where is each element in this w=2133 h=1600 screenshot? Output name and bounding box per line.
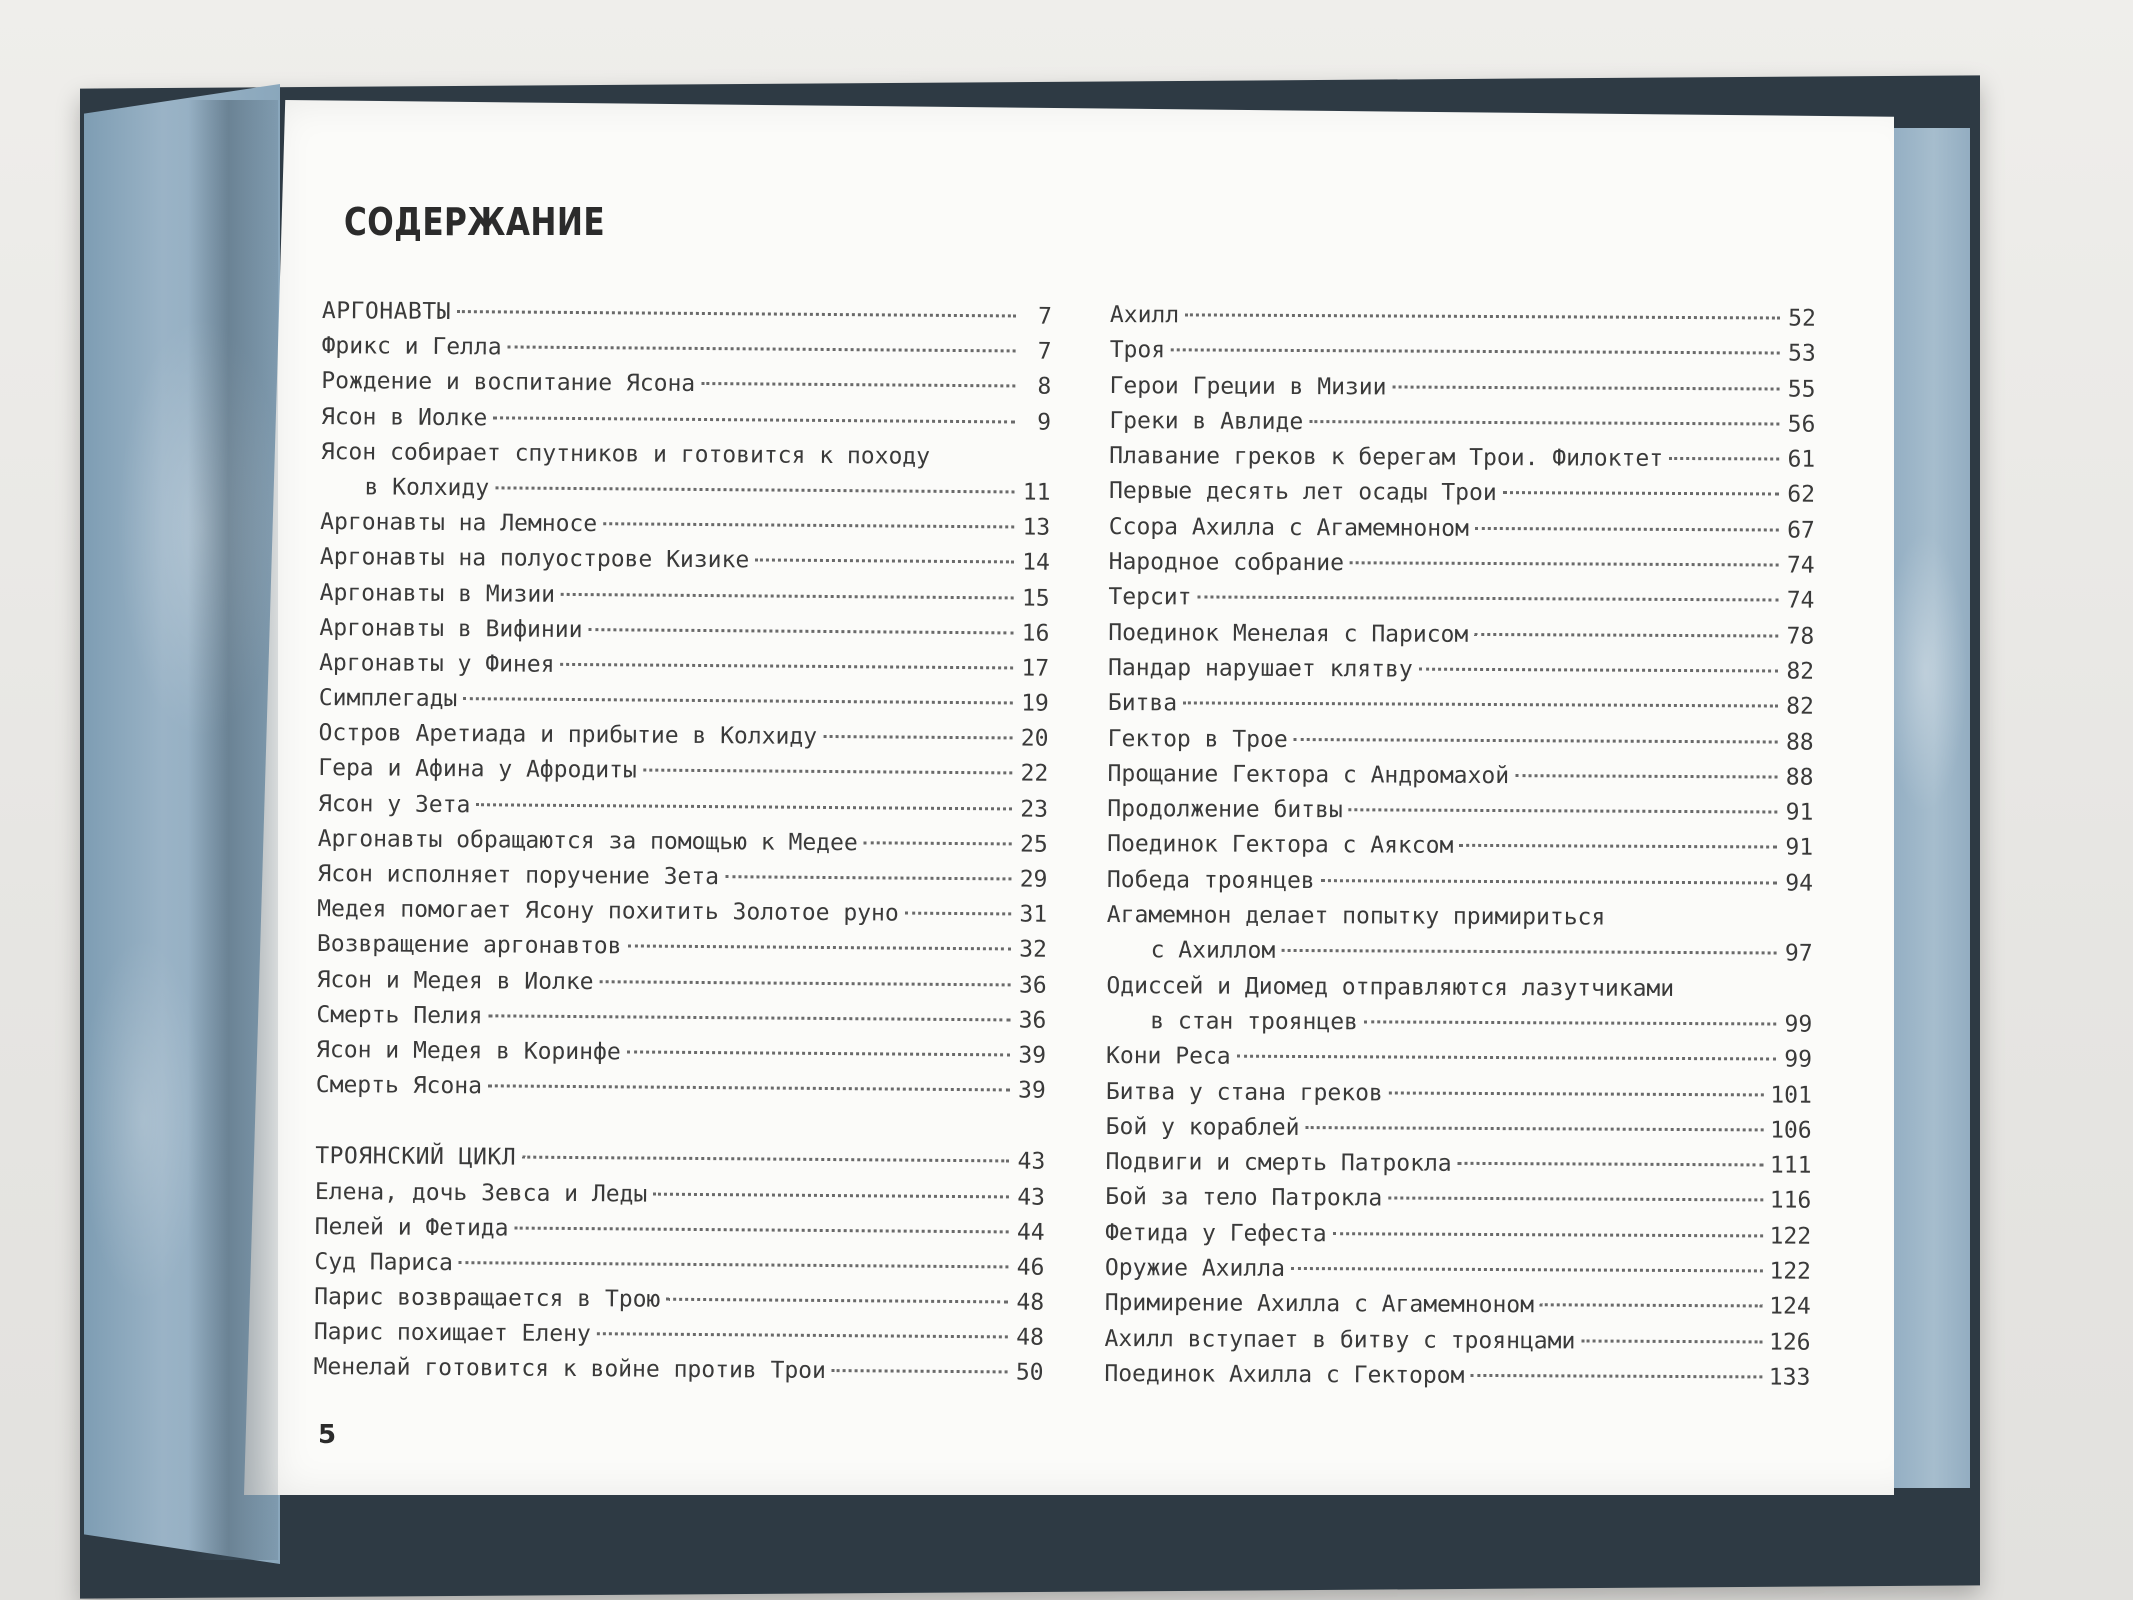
toc-entry <box>319 650 1049 691</box>
toc-entry <box>316 1072 1046 1113</box>
toc-entry-page: 48 <box>1016 1289 1045 1316</box>
toc-entry-page: 46 <box>1016 1254 1045 1281</box>
toc-entry-page: 55 <box>1787 376 1816 403</box>
toc-entry-label: АРГОНАВТЫ <box>321 298 452 326</box>
toc-entry-page: 62 <box>1787 482 1816 509</box>
toc-entry-label: Смерть Пелия <box>316 1001 483 1030</box>
toc-entry <box>321 368 1051 409</box>
spine-shadow <box>188 100 278 1560</box>
toc-entry-page: 19 <box>1021 690 1049 717</box>
toc-entry-label: Поединок Ахилла с Гектором <box>1104 1360 1465 1389</box>
dot-leader <box>701 382 1015 387</box>
toc-entry <box>319 615 1049 656</box>
toc-entry-label: Ахилл вступает в битву с троянцами <box>1104 1325 1576 1355</box>
toc-entry <box>318 826 1048 867</box>
toc-entry-page: 44 <box>1016 1219 1045 1246</box>
toc-entry <box>1106 973 1812 1012</box>
toc-entry <box>319 685 1049 726</box>
dot-leader <box>488 1084 1010 1091</box>
toc-entry-label: Агамемнон делает попытку примириться <box>1106 902 1606 931</box>
toc-entry-label: Медея помогает Ясону похитить Золотое руно <box>317 896 899 927</box>
toc-entry <box>1105 1184 1811 1223</box>
toc-left-column <box>313 298 1052 1395</box>
toc-entry <box>315 1178 1045 1219</box>
toc-entry-label: Терсит <box>1108 584 1192 611</box>
toc-entry-page: 20 <box>1020 725 1049 752</box>
toc-entry-label: Аргонавты на полуострове Кизике <box>319 544 750 574</box>
dot-leader <box>1183 702 1778 708</box>
toc-entry <box>316 1037 1046 1078</box>
toc-entry-label: Бой у кораблей <box>1105 1113 1300 1141</box>
dot-leader <box>1515 774 1777 778</box>
toc-entry <box>1105 1220 1811 1259</box>
dot-leader <box>561 663 1014 670</box>
toc-entry-label: в стан троянцев <box>1150 1008 1359 1036</box>
toc-entry-page: 56 <box>1787 411 1816 438</box>
toc-entry <box>313 1354 1043 1395</box>
dot-leader <box>597 1332 1008 1338</box>
toc-entry-page: 99 <box>1784 1011 1813 1038</box>
toc-entry <box>321 333 1051 374</box>
dot-leader <box>1540 1304 1763 1308</box>
toc-entry <box>316 967 1046 1008</box>
dot-leader <box>1364 1020 1776 1025</box>
toc-entry-label: Аргонавты на Лемносе <box>320 509 598 538</box>
toc-entry <box>1106 937 1812 976</box>
toc-entry <box>1107 831 1813 870</box>
dot-leader <box>1294 738 1778 744</box>
toc-entry-page: 43 <box>1017 1183 1046 1211</box>
toc-entry <box>320 579 1050 620</box>
toc-entry-page: 124 <box>1769 1293 1811 1320</box>
dot-leader <box>1333 1232 1764 1237</box>
dot-leader <box>832 1369 1008 1373</box>
toc-entry <box>320 509 1050 550</box>
toc-entry-page: 13 <box>1022 514 1051 541</box>
toc-entry-page: 14 <box>1022 549 1051 577</box>
toc-entry-label: ТРОЯНСКИЙ ЦИКЛ <box>315 1143 517 1171</box>
toc-entry <box>318 791 1048 832</box>
toc-entry-page: 82 <box>1786 658 1815 685</box>
dot-leader <box>1503 492 1779 496</box>
toc-entry-page: 67 <box>1787 517 1815 544</box>
dot-leader <box>1459 844 1777 849</box>
toc-entry-label: Греки в Авлиде <box>1109 407 1304 435</box>
dot-leader <box>1306 1126 1765 1131</box>
toc-entry-page: 111 <box>1769 1152 1812 1179</box>
toc-entry-label: Ссора Ахилла с Агамемноном <box>1108 513 1469 542</box>
toc-entry-label: Ясон исполняет поручение Зета <box>317 860 720 891</box>
toc-entry-page: 82 <box>1786 693 1814 720</box>
toc-entry-label: Фрикс и Гелла <box>321 333 502 361</box>
toc-entry-page: 7 <box>1037 338 1052 365</box>
toc-entry <box>314 1249 1044 1290</box>
toc-entry <box>1106 1043 1812 1082</box>
toc-entry-page: 25 <box>1019 831 1048 858</box>
dot-leader <box>725 875 1011 880</box>
toc-entry-page: 11 <box>1022 479 1051 506</box>
toc-entry-page: 9 <box>1037 409 1052 436</box>
dot-leader <box>515 1226 1009 1233</box>
dot-leader <box>561 592 1014 599</box>
toc-entry <box>317 861 1047 902</box>
toc-entry <box>1109 478 1815 517</box>
toc-entry-page: 36 <box>1018 1007 1047 1034</box>
toc-entry-label: Битва <box>1107 690 1178 717</box>
toc-entry <box>317 896 1047 937</box>
toc-entry-page: 23 <box>1020 796 1049 823</box>
toc-entry <box>1105 1290 1811 1329</box>
toc-entry-page: 122 <box>1769 1223 1812 1250</box>
toc-entry-page: 43 <box>1017 1148 1046 1176</box>
toc-entry <box>1107 867 1813 906</box>
dot-leader <box>1581 1339 1763 1343</box>
dot-leader <box>1237 1055 1776 1061</box>
toc-entry <box>1106 1079 1812 1118</box>
dot-leader <box>600 980 1011 986</box>
toc-entry <box>318 755 1048 796</box>
toc-entry <box>1108 655 1814 694</box>
dot-leader <box>1669 457 1779 461</box>
toc-entry-page: 39 <box>1017 1077 1046 1104</box>
toc-entry-page: 50 <box>1015 1359 1044 1387</box>
toc-section-entry <box>322 298 1052 339</box>
toc-entry <box>1108 726 1814 765</box>
toc-entry-label: Плавание греков к берегам Трои. Филоктет <box>1109 443 1664 473</box>
toc-entry <box>1110 302 1816 341</box>
dot-leader <box>457 310 1016 317</box>
toc-entry-page: 97 <box>1784 940 1813 968</box>
dot-leader <box>1389 1091 1765 1096</box>
toc-entry-page: 52 <box>1788 305 1816 332</box>
toc-entry-page: 88 <box>1785 729 1814 756</box>
dot-leader <box>1291 1267 1763 1272</box>
toc-entry-page: 32 <box>1019 936 1048 964</box>
dot-leader <box>1475 527 1779 532</box>
dot-leader <box>627 1050 1010 1056</box>
dot-leader <box>666 1298 1008 1304</box>
dot-leader <box>463 697 1013 704</box>
toc-entry <box>1104 1361 1810 1400</box>
toc-entry-page: 74 <box>1786 587 1815 615</box>
toc-entry-page: 94 <box>1785 870 1814 897</box>
toc-entry <box>317 931 1047 972</box>
toc-entry <box>318 720 1048 761</box>
page-title: СОДЕРЖАНИЕ <box>344 200 606 244</box>
toc-entry-label: Рождение и воспитание Ясона <box>321 368 696 398</box>
toc-entry-page: 126 <box>1768 1329 1811 1356</box>
toc-entry-label: Менелай готовится к войне против Трои <box>313 1354 827 1385</box>
toc-entry-label: Смерть Ясона <box>315 1072 483 1100</box>
toc-entry <box>1109 408 1815 447</box>
toc-entry-label: Пелей и Фетида <box>314 1213 509 1242</box>
dot-leader <box>1419 668 1778 673</box>
dot-leader <box>1349 808 1778 813</box>
dot-leader <box>823 735 1013 739</box>
toc-entry-page: 15 <box>1021 585 1050 612</box>
toc-entry <box>316 1002 1046 1043</box>
dot-leader <box>1393 385 1780 390</box>
toc-entry <box>1106 1008 1812 1047</box>
toc-entry-label: Поединок Менелая с Парисом <box>1108 619 1469 648</box>
toc-entry-label: Ясон в Иолке <box>320 403 488 431</box>
toc-entry-label: с Ахиллом <box>1150 937 1276 965</box>
toc-entry <box>1106 1114 1812 1153</box>
toc-entry-page: 53 <box>1787 340 1816 367</box>
toc-entry <box>1105 1149 1811 1188</box>
dot-leader <box>755 559 1014 564</box>
dot-leader <box>495 486 1014 493</box>
dot-leader <box>628 945 1011 951</box>
toc-entry-label: Троя <box>1109 337 1166 364</box>
dot-leader <box>476 803 1012 810</box>
toc-entry-label: в Колхиду <box>364 474 490 502</box>
toc-entry <box>315 1214 1045 1255</box>
toc-entry-label: Симплегады <box>318 685 458 713</box>
toc-entry-label: Ясон и Медея в Иолке <box>316 966 594 995</box>
toc-entry-page: 99 <box>1784 1046 1813 1073</box>
toc-entry <box>314 1284 1044 1325</box>
toc-entry-label: Остров Аретиада и прибытие в Колхиду <box>318 720 818 751</box>
toc-entry <box>1109 514 1815 553</box>
toc-entry <box>1105 1255 1811 1294</box>
toc-entry <box>1108 620 1814 659</box>
toc-entry <box>321 439 1051 480</box>
toc-entry-label: Примирение Ахилла с Агамемноном <box>1104 1290 1535 1319</box>
toc-entry-page: 36 <box>1018 972 1047 999</box>
toc-entry-page: 61 <box>1787 446 1816 473</box>
toc-entry-page: 133 <box>1768 1364 1811 1391</box>
toc-entry-label: Парис похищает Елену <box>313 1319 591 1348</box>
toc-entry <box>1108 690 1814 729</box>
toc-section-entry <box>315 1143 1045 1184</box>
toc-entry <box>1107 796 1813 835</box>
toc-entry-page: 106 <box>1770 1117 1812 1144</box>
toc-entry-page: 88 <box>1785 764 1814 791</box>
toc-entry-page: 122 <box>1769 1258 1812 1285</box>
toc-entry-label: Битва у стана греков <box>1105 1078 1383 1106</box>
dot-leader <box>1198 596 1779 602</box>
toc-entry <box>314 1319 1044 1360</box>
toc-entry <box>1110 337 1816 376</box>
toc-entry-label: Бой за тело Патрокла <box>1105 1184 1383 1212</box>
toc-entry-label: Ахилл <box>1109 302 1180 329</box>
toc-entry-label: Продолжение битвы <box>1107 796 1343 824</box>
toc-entry-label: Подвиги и смерть Патрокла <box>1105 1149 1452 1177</box>
dot-leader <box>1470 1374 1762 1379</box>
dot-leader <box>1309 420 1779 425</box>
toc-entry-label: Победа троянцев <box>1106 866 1315 894</box>
toc-entry-label: Первые десять лет осады Трои <box>1108 478 1497 507</box>
toc-entry-label: Парис возвращается в Трою <box>314 1284 661 1313</box>
toc-entry-label: Гектор в Трое <box>1107 725 1288 753</box>
dot-leader <box>1321 879 1777 884</box>
dot-leader <box>603 522 1014 528</box>
toc-entry <box>1107 761 1813 800</box>
toc-entry-page: 91 <box>1785 834 1814 862</box>
dot-leader <box>864 841 1012 845</box>
dot-leader <box>1281 949 1776 955</box>
toc-entry-label: Поединок Гектора с Аяксом <box>1107 831 1454 860</box>
page-number: 5 <box>318 1420 337 1450</box>
toc-entry-label: Народное собрание <box>1108 549 1345 577</box>
toc-entry-label: Фетида у Гефеста <box>1105 1219 1327 1247</box>
toc-entry-label: Герои Греции в Мизии <box>1109 372 1387 401</box>
toc-entry-label: Аргонавты в Мизии <box>319 579 556 608</box>
toc-entry-label: Суд Париса <box>314 1248 454 1276</box>
toc-entry <box>321 404 1051 445</box>
toc-entry-label: Аргонавты в Вифинии <box>319 614 583 643</box>
dot-leader <box>905 912 1011 916</box>
dot-leader <box>1458 1162 1764 1167</box>
toc-entry-label: Возвращение аргонавтов <box>316 931 622 960</box>
toc-entry-label: Аргонавты у Финея <box>319 649 555 678</box>
dot-leader <box>1388 1197 1764 1202</box>
toc-entry-label: Ясон собирает спутников и готовится к походу <box>320 438 931 470</box>
toc-entry <box>1109 373 1815 412</box>
toc-entry-label: Одиссей и Диомед отправляются лазутчиками <box>1106 972 1675 1002</box>
toc-entry-page: 91 <box>1785 799 1814 826</box>
dot-leader <box>643 769 1013 775</box>
toc-entry-page: 7 <box>1037 303 1052 330</box>
toc-entry-label: Ясон и Медея в Коринфе <box>315 1036 621 1066</box>
toc-entry-label: Кони Реса <box>1105 1043 1231 1070</box>
dot-leader <box>493 416 1015 423</box>
toc-entry-page: 101 <box>1770 1081 1812 1109</box>
toc-entry-page: 48 <box>1016 1324 1044 1351</box>
toc-entry-page: 17 <box>1021 655 1050 682</box>
toc-entry-label: Аргонавты обращаются за помощью к Медее <box>317 825 858 857</box>
toc-entry <box>1108 584 1814 623</box>
dot-leader <box>653 1192 1009 1198</box>
toc-entry-page: 8 <box>1037 373 1052 401</box>
toc-entry-label: Елена, дочь Зевса и Леды <box>314 1178 648 1208</box>
toc-entry-label: Оружие Ахилла <box>1104 1255 1286 1282</box>
toc-right-column <box>1104 302 1816 1400</box>
dot-leader <box>522 1156 1009 1163</box>
section-gap <box>315 1107 1045 1149</box>
dot-leader <box>508 346 1016 353</box>
dot-leader <box>1171 349 1780 355</box>
toc-entry-label: Ясон у Зета <box>317 790 471 818</box>
toc-entry <box>1109 443 1815 482</box>
toc-entry <box>320 544 1050 585</box>
toc-entry-page: 31 <box>1019 901 1048 928</box>
toc-entry-page: 16 <box>1021 620 1050 647</box>
toc-entry-page: 116 <box>1769 1187 1812 1215</box>
toc-entry <box>1107 902 1813 941</box>
toc-entry-page: 29 <box>1019 866 1048 893</box>
toc-entry-label: Гера и Афина у Афродиты <box>318 755 637 784</box>
dot-leader <box>1350 561 1779 566</box>
toc-entry <box>1109 549 1815 588</box>
toc-entry-page: 39 <box>1018 1042 1047 1069</box>
dot-leader <box>459 1261 1009 1268</box>
dot-leader <box>489 1014 1011 1021</box>
toc-entry-page: 74 <box>1786 552 1815 579</box>
dot-leader <box>1185 313 1780 319</box>
toc-entry <box>320 474 1050 515</box>
toc-entry-page: 22 <box>1020 760 1049 788</box>
toc-entry-label: Прощание Гектора с Андромахой <box>1107 760 1510 789</box>
dot-leader <box>1474 633 1778 638</box>
toc-entry <box>1104 1326 1810 1365</box>
toc-entry-label: Пандар нарушает клятву <box>1108 654 1413 683</box>
toc-entry-page: 78 <box>1786 623 1815 650</box>
dot-leader <box>589 628 1014 634</box>
